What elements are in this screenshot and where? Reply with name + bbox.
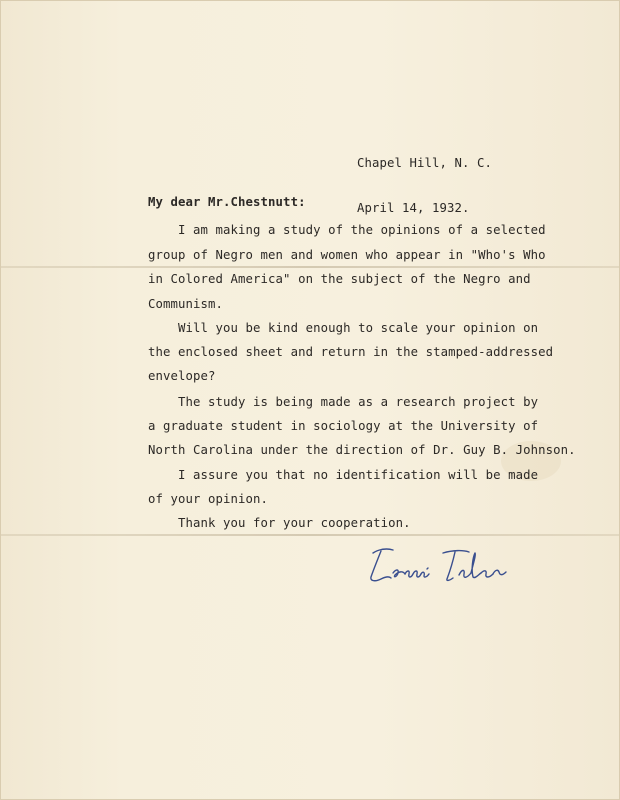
fold-crease-upper: [1, 266, 620, 268]
body-line: I assure you that no identification will be made: [148, 468, 539, 482]
salutation: My dear Mr.Chestnutt:: [148, 195, 306, 209]
body-line: I am making a study of the opinions of a selected: [148, 223, 546, 237]
dateline-place: Chapel Hill, N. C.: [357, 156, 493, 170]
body-line: group of Negro men and women who appear in "Who's Who: [148, 248, 546, 262]
body-line: in Colored America" on the subject of the Negro and: [148, 272, 531, 286]
handwritten-signature: [363, 541, 513, 591]
body-line: Thank you for your cooperation.: [148, 516, 411, 530]
body-line: North Carolina under the direction of Dr. Guy B. Johnson.: [148, 443, 576, 457]
body-line: Will you be kind enough to scale your opinion on: [148, 321, 539, 335]
body-line: envelope?: [148, 369, 216, 383]
body-line: the enclosed sheet and return in the stamped-addressed: [148, 345, 554, 359]
body-line: Communism.: [148, 297, 224, 311]
fold-crease-lower: [1, 534, 620, 536]
body-line: The study is being made as a research project by: [148, 395, 539, 409]
body-line: a graduate student in sociology at the University of: [148, 419, 539, 433]
body-line: of your opinion.: [148, 492, 269, 506]
dateline-date: April 14, 1932.: [357, 201, 470, 215]
